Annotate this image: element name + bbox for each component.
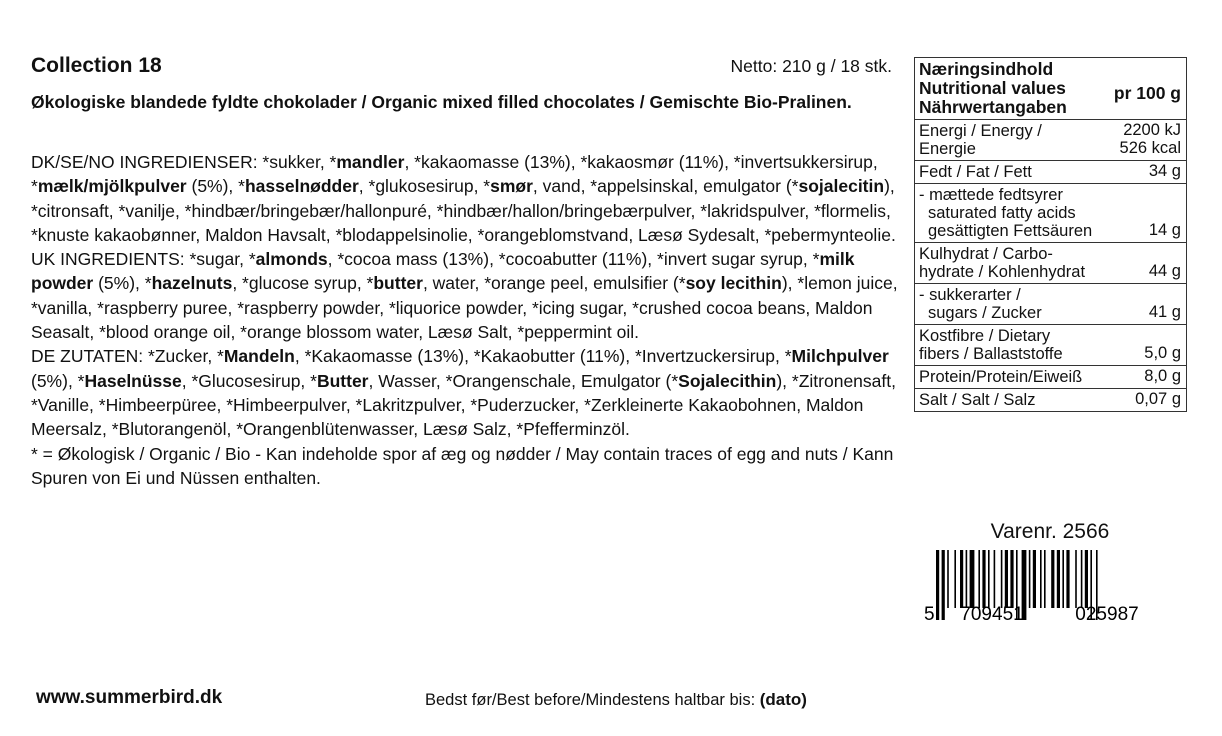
barcode-bar — [1040, 550, 1042, 608]
barcode-bar — [966, 550, 968, 608]
barcode-bar — [1075, 550, 1077, 608]
nutrition-label: Protein/Protein/Eiweiß — [919, 368, 1083, 386]
nutrition-header-line: Nutritional values — [919, 78, 1066, 98]
ingredients-de: DE ZUTATEN: *Zucker, *Mandeln, *Kakaomasse (13%), *Kakaobutter (11%), *Invertzuckersirup, *Milchpulver (5%), *Haselnüsse, *Glucosesirup, *Butter, Wasser, *Orangenschale, Emulgator (*Sojalecithin), *Zitronensaft, *Vanille, *Himbeerpüree, *Himbeerpulver, *Lakritzpulver, *Puderzucker, *Zerkleinerte Kakaobohnen, Maldon Meersalz, *Blutorangenöl, *Orangenblütenwasser, Læsø Salz, *Pfefferminzöl. — [31, 346, 896, 440]
allergen: hazelnuts — [151, 273, 233, 294]
barcode-digits: 709451 — [960, 604, 1024, 622]
allergen: Milchpulver — [791, 346, 889, 367]
nutrition-label: Kostfibre / Dietary fibers / Ballaststoffe — [919, 327, 1063, 363]
per-100g-label: pr 100 g — [1113, 83, 1181, 103]
barcode-bar — [1085, 550, 1088, 608]
ingredients-dk: DK/SE/NO INGREDIENSER: *sukker, *mandler, *kakaomasse (13%), *kakaosmør (11%), *invertsukkersirup, *mælk/mjölkpulver (5%), *hasselnødder, *glukosesirup, *smør, vand, *appelsinskal, emulgator (*sojalecitin), *citronsaft, *vanilje, *hindbær/bringebær/hallonpuré, *hindbær/hallon/bringebærpulver, *lakridspulver, *flormelis, *knuste kakaobønner, Maldon Havsalt, *blodappelsinolie, *orangeblomstvand, Læsø Sydesalt, *pebermynteolie. — [31, 152, 896, 245]
barcode-bar — [1062, 550, 1064, 608]
allergen: butter — [373, 273, 423, 294]
ingredients-block — [31, 150, 903, 490]
barcode-bar — [1033, 550, 1036, 608]
nutrition-header — [915, 58, 1186, 119]
nutrition-row — [915, 160, 1186, 183]
nutrition-label: Energi / Energy / Energie — [919, 122, 1042, 158]
barcode-bar — [988, 550, 990, 608]
barcode-bar — [960, 550, 963, 608]
allergen: mandler — [336, 152, 405, 172]
nutrition-value: 8,0 g — [1144, 367, 1181, 385]
allergen: mælk/mjölkpulver — [37, 176, 187, 197]
barcode-bar — [1081, 550, 1083, 608]
allergen: milk powder — [31, 249, 855, 294]
barcode-icon — [922, 548, 1184, 622]
allergen: sojalecitin — [798, 176, 885, 197]
best-before-date: (dato) — [759, 690, 807, 709]
nutrition-value: 44 g — [1148, 262, 1181, 280]
barcode-digits: 025987 — [1075, 604, 1139, 622]
nutrition-row — [915, 324, 1186, 365]
barcode-bar — [942, 550, 945, 620]
website-link[interactable]: www.summerbird.dk — [36, 687, 223, 708]
nutrition-value: 0,07 g — [1135, 390, 1181, 408]
nutrition-value: 2200 kJ 526 kcal — [1119, 121, 1181, 157]
net-weight: Netto: 210 g / 18 stk. — [730, 56, 892, 76]
nutrition-row — [915, 283, 1186, 324]
nutrition-row — [915, 119, 1186, 160]
allergen: Haselnüsse — [84, 370, 182, 391]
barcode-bar — [1010, 550, 1013, 608]
barcode-bar — [978, 550, 980, 608]
allergen: Mandeln — [223, 346, 295, 367]
barcode-bar — [1057, 550, 1060, 608]
ingredients-uk: UK INGREDIENTS: *sugar, *almonds, *cocoa mass (13%), *cocoabutter (11%), *invert sugar syrup, *milk powder (5%), *hazelnuts, *glucose syrup, *butter, water, *orange peel, emulsifier (*soy lecithin), *lemon juice, *vanilla, *raspberry puree, *raspberry powder, *liquorice powder, *icing sugar, *crushed cocoa beans, Maldon Seasalt, *blood orange oil, *orange blossom water, Læsø Salt, *peppermint oil. — [31, 249, 898, 343]
best-before-label: Bedst før/Best before/Mindestens haltbar bis: — [425, 691, 760, 709]
barcode-bar — [1044, 550, 1046, 608]
barcode-bar — [994, 550, 996, 608]
nutrition-row — [915, 365, 1186, 388]
nutrition-value: 41 g — [1148, 303, 1181, 321]
barcode-bar — [954, 550, 956, 608]
nutrition-row — [915, 242, 1186, 283]
barcode-bar — [947, 550, 949, 608]
nutrition-label: Fedt / Fat / Fett — [919, 163, 1032, 181]
allergen: Butter — [316, 370, 369, 391]
nutrition-value: 34 g — [1148, 162, 1181, 180]
allergen: smør — [490, 176, 533, 197]
allergen: soy lecithin — [685, 273, 782, 294]
nutrition-value: 5,0 g — [1144, 344, 1181, 362]
nutrition-row — [915, 183, 1186, 242]
nutrition-row — [915, 388, 1186, 411]
product-title: Collection 18 — [31, 54, 162, 77]
allergen: almonds — [255, 249, 328, 270]
barcode-bar — [1005, 550, 1008, 608]
nutrition-header-line: Nährwertangaben — [919, 97, 1067, 117]
best-before — [425, 690, 807, 710]
barcode-digits: 5 — [924, 604, 935, 622]
barcode-bar — [1001, 550, 1003, 608]
item-number: Varenr. 2566 — [990, 520, 1110, 543]
barcode-bar — [1051, 550, 1054, 608]
barcode-bar — [970, 550, 975, 608]
allergen: hasselnødder — [244, 176, 359, 197]
product-subtitle: Økologiske blandede fyldte chokolader / Organic mixed filled chocolates / Gemischte Bio-Pralinen. — [31, 92, 852, 112]
nutrition-label: - mættede fedtsyrer saturated fatty acids gesättigten Fettsäuren — [919, 186, 1093, 240]
barcode-bar — [982, 550, 985, 608]
barcode-bar — [1066, 550, 1069, 608]
organic-note: * = Økologisk / Organic / Bio - Kan indeholde spor af æg og nødder / May contain traces of egg and nuts / Kann Spuren von Ei und Nüssen enthalten. — [31, 443, 894, 488]
nutrition-label: Kulhydrat / Carbo- hydrate / Kohlenhydrat — [919, 245, 1086, 281]
nutrition-header-line: Næringsindhold — [919, 59, 1054, 79]
nutrition-table — [914, 57, 1187, 412]
allergen: Sojalecithin — [678, 370, 777, 391]
nutrition-value: 14 g — [1148, 221, 1181, 239]
barcode-bar — [1029, 550, 1031, 608]
nutrition-label: Salt / Salt / Salz — [919, 391, 1036, 409]
nutrition-label: - sukkerarter / sugars / Zucker — [919, 286, 1042, 322]
barcode-bar — [936, 550, 939, 620]
